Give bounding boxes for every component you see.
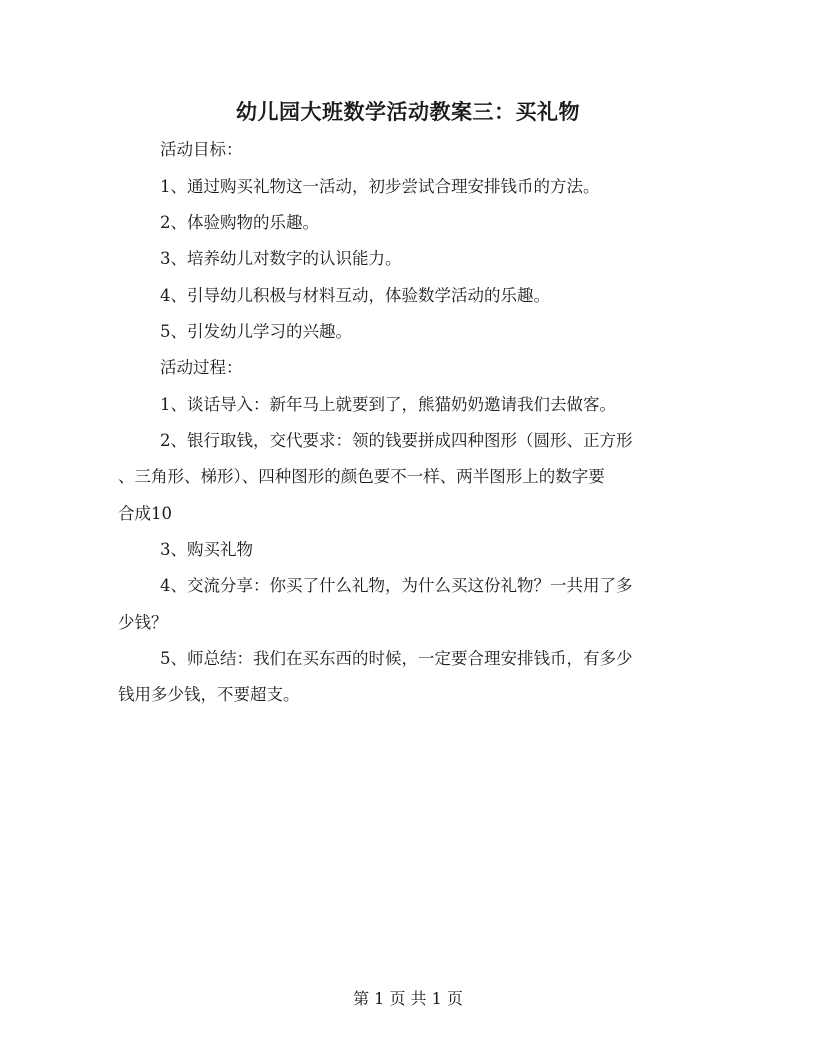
process-step-1: 1、谈话导入：新年马上就要到了，熊猫奶奶邀请我们去做客。	[160, 395, 616, 414]
process-step-3: 3、购买礼物	[160, 540, 253, 559]
page-footer: 第 1 页 共 1 页	[353, 989, 463, 1008]
goal-item-2: 2、体验购物的乐趣。	[160, 213, 319, 232]
process-step-5-line-1: 5、师总结：我们在买东西的时候，一定要合理安排钱币，有多少	[160, 649, 633, 668]
goal-item-1: 1、通过购买礼物这一活动，初步尝试合理安排钱币的方法。	[160, 177, 600, 196]
process-step-2-line-3: 合成10	[118, 504, 172, 523]
document-title: 幼儿园大班数学活动教案三：买礼物	[236, 99, 580, 124]
process-step-4-line-1: 4、交流分享：你买了什么礼物，为什么买这份礼物？一共用了多	[160, 576, 633, 595]
goal-item-3: 3、培养幼儿对数字的认识能力。	[160, 249, 402, 268]
goal-item-4: 4、引导幼儿积极与材料互动，体验数学活动的乐趣。	[160, 286, 550, 305]
section-heading-process: 活动过程：	[160, 358, 243, 377]
process-step-2-line-2: 、三角形、梯形）、四种图形的颜色要不一样、两半图形上的数字要	[118, 467, 605, 486]
section-heading-goals: 活动目标：	[160, 140, 243, 159]
process-step-2-line-1: 2、银行取钱，交代要求：领的钱要拼成四种图形（圆形、正方形	[160, 431, 633, 450]
goal-item-5: 5、引发幼儿学习的兴趣。	[160, 322, 352, 341]
process-step-4-line-2: 少钱？	[118, 613, 168, 632]
process-step-5-line-2: 钱用多少钱，不要超支。	[118, 685, 300, 704]
